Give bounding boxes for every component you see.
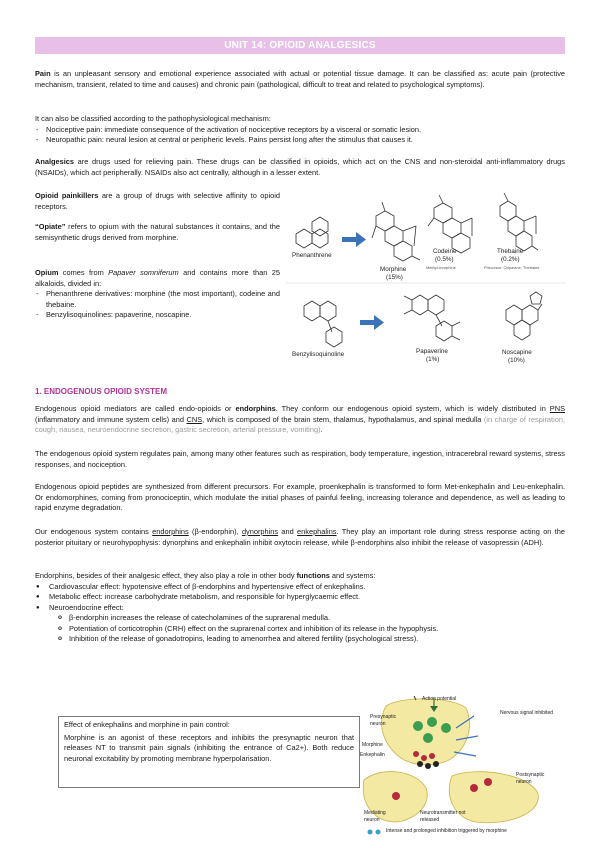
opium-mid: comes from xyxy=(58,268,109,277)
opium-species: Papaver somniferum xyxy=(108,268,179,277)
opium-text: and contains more than 25 alkaloids, divided in: xyxy=(35,268,280,288)
opiate-paragraph xyxy=(35,222,280,243)
benzylisoquinoline-structure xyxy=(304,301,342,347)
peptides-paragraph xyxy=(35,482,565,514)
list-item: ● Metabolic effect: increase carbohydrate metabolism, and responsible for hyperglycaemic effect. xyxy=(35,592,565,603)
presynaptic-terminal xyxy=(382,699,470,765)
benzylisoquinoline-label: Benzylisoquinoline xyxy=(292,351,345,358)
regulation-paragraph xyxy=(35,449,565,470)
alkaloid-list xyxy=(35,289,280,321)
morphine-percent: (15%) xyxy=(386,274,403,281)
section-heading: 1. ENDOGENOUS OPIOID SYSTEM xyxy=(35,387,168,396)
mediating-label: Mediating neuron xyxy=(364,810,386,824)
pain-text: is an unpleasant sensory and emotional experience associated with actual or potential tissue damage. It can be classified as: acute pain (protective mechanism, transient, related to time and causes) and chronic pain (pathological, difficult to treat and related to psychological symptoms). xyxy=(35,69,565,89)
opiate-text: refers to opium with the natural substances it contains, and the semisynthetic drugs derived from morphine. xyxy=(35,222,280,242)
noscapine-label: Noscapine xyxy=(502,349,532,356)
pns-term: PNS xyxy=(549,404,565,413)
analgesics-text: are drugs used for relieving pain. These drugs can be classified in opioids, which act on the CNS and non-steroidal anti-inflammatory drugs (NSAIDs), which act peripherally. NSAIDs also act centrally, although in a lesser extent. xyxy=(35,157,565,177)
regulation-text: The endogenous opioid system regulates pain, among many other features such as respiration, body temperature, ingestion, intracerebral reward systems, stress responses, and nociception. xyxy=(35,449,565,469)
thebaine-percent: (0.2%) xyxy=(501,256,520,263)
noscapine-structure xyxy=(506,292,542,340)
classification-list xyxy=(35,125,565,146)
cns-term: CNS xyxy=(186,414,203,424)
pain-control-note xyxy=(58,716,360,788)
text-span: Endorphins, besides of their analgesic effect, they also play a role in other body xyxy=(35,571,297,580)
enkephalins-term: enkephalins xyxy=(297,527,337,536)
opium-term: Opium xyxy=(35,268,59,277)
morphine-label: Morphine xyxy=(362,742,383,748)
alkaloid-structures-figure xyxy=(286,186,566,372)
arrow-icon-2 xyxy=(360,315,384,330)
list-item: ● Cardiovascular effect: hypotensive effect of β-endorphins and hypertensive effect of enkephalins. xyxy=(35,582,565,593)
text-span: (β-endorphin), xyxy=(188,527,242,536)
codeine-structure xyxy=(428,195,472,253)
list-item: - Benzylisoquinolines: papaverine, noscapine. xyxy=(35,310,280,321)
text-span: . xyxy=(320,425,323,435)
painkillers-text: are a group of drugs with selective affinity to opioid receptors. xyxy=(35,191,280,211)
arrow-icon-1 xyxy=(342,232,366,247)
endorphins-term: endorphins xyxy=(235,404,276,413)
text-span: Our endogenous system contains xyxy=(35,527,153,536)
text-span: and xyxy=(278,527,298,536)
endorphins-paragraph xyxy=(35,404,565,436)
codeine-percent: (0.5%) xyxy=(435,256,454,263)
pain-term: Pain xyxy=(35,69,51,78)
classification-block xyxy=(35,114,565,146)
effects-list xyxy=(35,582,565,614)
endogenous-system-paragraph xyxy=(35,527,565,548)
opium-paragraph xyxy=(35,268,280,321)
functions-term: functions xyxy=(296,571,330,580)
nervous-signal-label: Nervous signal inhibited xyxy=(500,710,554,716)
codeine-note: Methyl-morphine xyxy=(426,265,456,270)
painkillers-term: Opioid painkillers xyxy=(35,191,99,200)
thebaine-structure xyxy=(500,193,538,251)
text-span: (inflammatory and immune system cells) and xyxy=(35,414,187,424)
neuroendocrine-list xyxy=(57,613,565,645)
papaverine-label: Papaverine xyxy=(416,348,448,355)
morphine-label: Morphine xyxy=(380,266,407,273)
text-span: , which is composed of the brain stem, thalamus, hypothalamus, and spinal medulla xyxy=(202,414,484,424)
list-item: ● Neuroendocrine effect: xyxy=(35,603,565,614)
dynorphins-term: dynorphins xyxy=(241,527,279,536)
thebaine-note: Precursor: Oripavine, Thebaine xyxy=(484,265,540,270)
text-span: . They play an important role during stress response acting on the posterior pituitary or neurohypophysis: dynorphins and enkephalin inhibit oxytocin release, while β-endorphins also inhibit the release of vasopressin (ADH). xyxy=(35,527,565,547)
opiate-term: “Opiate” xyxy=(35,222,66,231)
figure-legend: Intense and prolonged inhibition triggered by morphine xyxy=(386,828,507,834)
classification-lead: It can also be classified according to the pathophysiological mechanism: xyxy=(35,114,271,123)
note-text: Morphine is an agonist of these receptors and inhibits the presynaptic neuron that releases NT to transmit pain signals (inhibiting the entrance of Ca2+). Both reduce neuronal excitability by promoting membrane hyperpolarisation. xyxy=(64,732,354,763)
postsynaptic-label: Postsynaptic neuron xyxy=(516,772,545,786)
papaverine-percent: (1%) xyxy=(426,356,440,363)
noscapine-percent: (10%) xyxy=(508,357,525,364)
list-item: o Inhibition of the release of gonadotropins, leading to amenorrhea and altered fertility (psychological stress). xyxy=(57,634,565,645)
text-span: Endogenous opioid mediators are called endo-opioids or xyxy=(35,404,236,413)
phenanthrene-structure xyxy=(296,217,328,248)
action-potential-label: Action potential xyxy=(422,696,457,702)
note-title: Effect of enkephalins and morphine in pain control: xyxy=(64,720,230,729)
analgesics-paragraph xyxy=(35,157,565,178)
cns-functions-note: (in charge of respiration, cough, nausea, neuroendocrine secretion, gastric secretion, arterial pressure, vomiting) xyxy=(35,414,565,435)
codeine-label: Codeine xyxy=(433,248,457,255)
list-item: o β-endorphin increases the release of catecholamines of the suprarenal medulla. xyxy=(57,613,565,624)
alkaloid-structures-svg xyxy=(286,186,566,372)
page-title: UNIT 14: OPIOID ANALGESICS xyxy=(35,37,565,54)
morphine-structure xyxy=(372,202,420,261)
list-item: - Neuropathic pain: neural lesion at central or peripheric levels. Pains persist long after the stimulus that causes it. xyxy=(35,135,565,146)
analgesics-term: Analgesics xyxy=(35,157,75,166)
list-item: - Phenanthrene derivatives: morphine (the most important), codeine and thebaine. xyxy=(35,289,280,310)
papaverine-structure xyxy=(404,295,460,341)
pain-paragraph xyxy=(35,69,565,90)
phenanthrene-label: Phenanthrene xyxy=(292,252,332,259)
text-span: and systems: xyxy=(329,571,376,580)
list-item: - Nociceptive pain: immediate consequence of the activation of nociceptive receptors by a visceral or somatic lesion. xyxy=(35,125,565,136)
synapse-figure xyxy=(356,696,566,836)
peptides-text: Endogenous opioid peptides are synthesized from different precursors. For example, proenkephalin is transformed to form Met-enkephalin and Leu-enkephalin. Or endomorphines, coming from pronociceptin, which modulate the initial phases of painful feeling, increasing tolerance and dependence, as well as leading to rapid enzyme degradation. xyxy=(35,482,565,513)
list-item: o Potentiation of corticotrophin (CRH) effect on the suprarenal cortex and inhibition of its release in the hypophysis. xyxy=(57,624,565,635)
presynaptic-label: Presynaptic neuron xyxy=(370,714,397,728)
text-span: . They conform our endogenous opioid system, which is widely distributed in xyxy=(275,404,550,413)
enkephalin-label: Enkephalin xyxy=(360,752,385,758)
not-released-label: Neurotransmitter not released xyxy=(420,810,466,824)
endorphins-link-term: endorphins xyxy=(152,527,189,536)
thebaine-label: Thebaine xyxy=(497,248,524,255)
functions-paragraph xyxy=(35,571,565,645)
painkillers-paragraph xyxy=(35,191,280,212)
